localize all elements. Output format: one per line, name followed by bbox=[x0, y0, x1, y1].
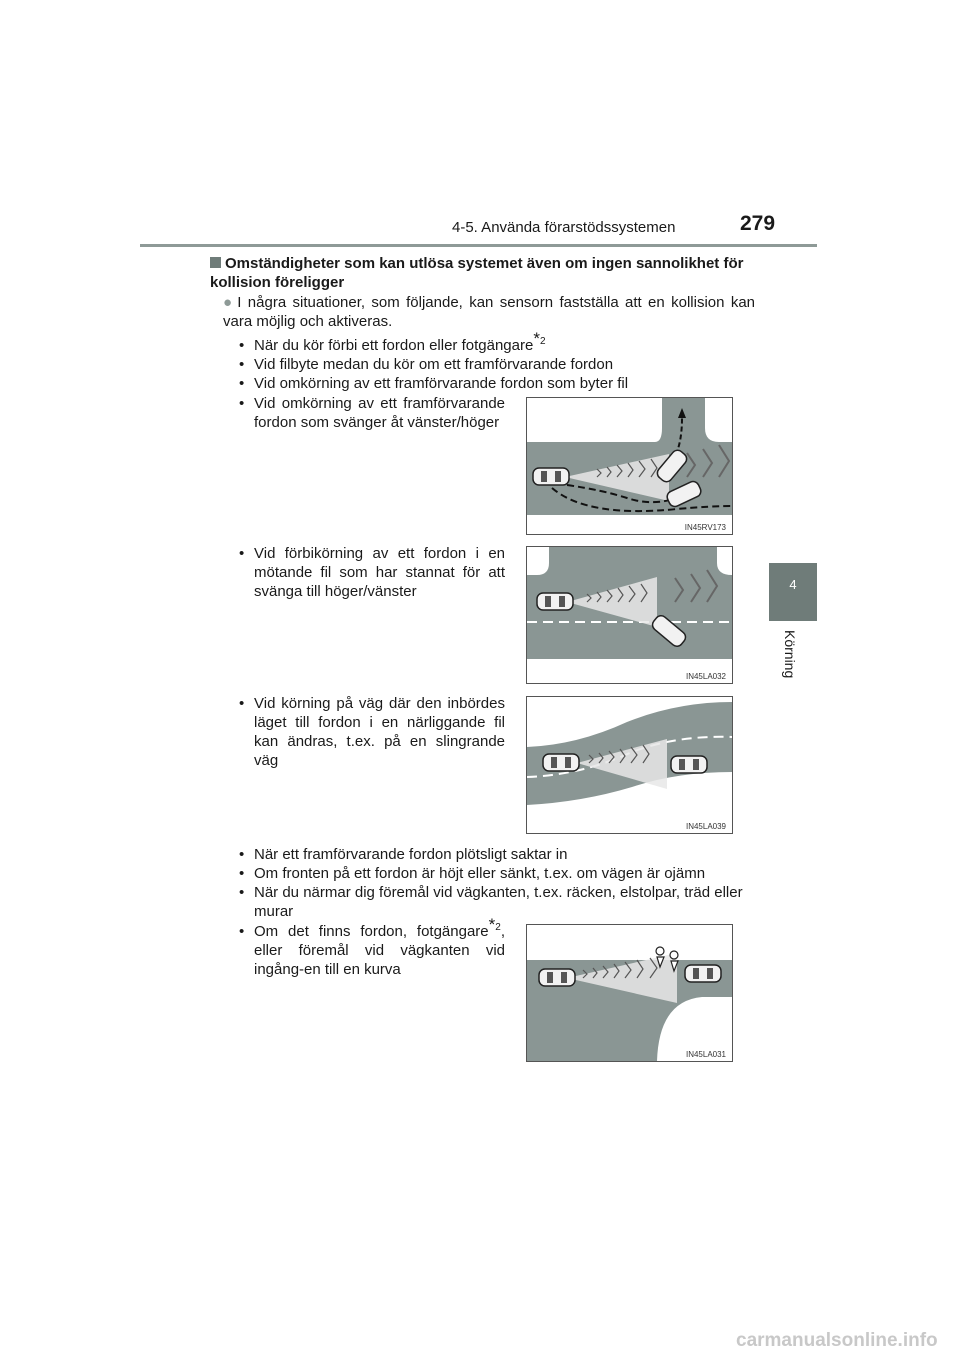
figure-code: IN45LA032 bbox=[685, 672, 726, 681]
figure-bullet-2 bbox=[236, 544, 505, 601]
watermark: carmanualsonline.info bbox=[736, 1330, 938, 1351]
intro-paragraph bbox=[223, 293, 755, 331]
intro-text: I några situationer, som följande, kan sensorn fastställa att en kollision kan vara möjlig och aktiveras. bbox=[223, 294, 756, 330]
bullet-list-middle bbox=[236, 845, 756, 921]
illustration-oncoming bbox=[527, 547, 732, 683]
list-item: • När du kör förbi ett fordon eller fotgängare$^{*2}$ bbox=[236, 336, 756, 355]
figure-code: IN45LA031 bbox=[685, 1050, 726, 1059]
figure-bullet-1 bbox=[236, 394, 505, 432]
list-item: • Vid omkörning av ett framförvarande fordon som byter fil bbox=[236, 374, 756, 393]
list-item: • Vid förbikörning av ett fordon i en mötande fil som har stannat för att svänga till höger/vänster bbox=[236, 544, 505, 601]
figure-code: IN45RV173 bbox=[684, 523, 726, 532]
section-heading bbox=[210, 254, 755, 292]
figure-curve-entrance bbox=[526, 924, 733, 1062]
list-item: • När du närmar dig föremål vid vägkanten, t.ex. räcken, elstolpar, träd eller murar bbox=[236, 883, 756, 921]
list-item: • Om det finns fordon, fotgängare$^{*2}$, eller föremål vid vägkanten vid ingång-en till en kurva bbox=[236, 922, 505, 979]
figure-winding-road bbox=[526, 696, 733, 834]
square-bullet-icon bbox=[210, 257, 221, 268]
list-item: • När ett framförvarande fordon plötsligt saktar in bbox=[236, 845, 756, 864]
figure-oncoming-turn bbox=[526, 546, 733, 684]
illustration-turning bbox=[527, 398, 732, 534]
circle-bullet-icon: ● bbox=[223, 294, 235, 311]
list-item: • Vid körning på väg där den inbördes läget till fordon i en närliggande fil kan ändras, t.ex. på en slingrande väg bbox=[236, 694, 505, 770]
chapter-label: Körning bbox=[782, 630, 798, 679]
chapter-number: 4 bbox=[789, 577, 797, 592]
header-divider bbox=[140, 244, 817, 247]
figure-code: IN45LA039 bbox=[685, 822, 726, 831]
heading-text: Omständigheter som kan utlösa systemet även om ingen sannolikhet för kollision föreligger bbox=[210, 255, 744, 291]
page-number: 279 bbox=[740, 212, 776, 235]
list-item: • Om fronten på ett fordon är höjt eller sänkt, t.ex. om vägen är ojämn bbox=[236, 864, 756, 883]
list-item: • Vid omkörning av ett framförvarande fordon som svänger åt vänster/höger bbox=[236, 394, 505, 432]
bullet-list-top bbox=[236, 329, 756, 393]
figure-bullet-3 bbox=[236, 694, 505, 770]
illustration-winding bbox=[527, 697, 732, 833]
section-title: 4-5. Använda förarstödssystemen bbox=[452, 219, 676, 236]
figure-turning-vehicle bbox=[526, 397, 733, 535]
list-item: • Vid filbyte medan du kör om ett framförvarande fordon bbox=[236, 355, 756, 374]
illustration-curve bbox=[527, 925, 732, 1061]
figure-bullet-4 bbox=[236, 915, 505, 979]
chapter-tab bbox=[769, 563, 817, 621]
